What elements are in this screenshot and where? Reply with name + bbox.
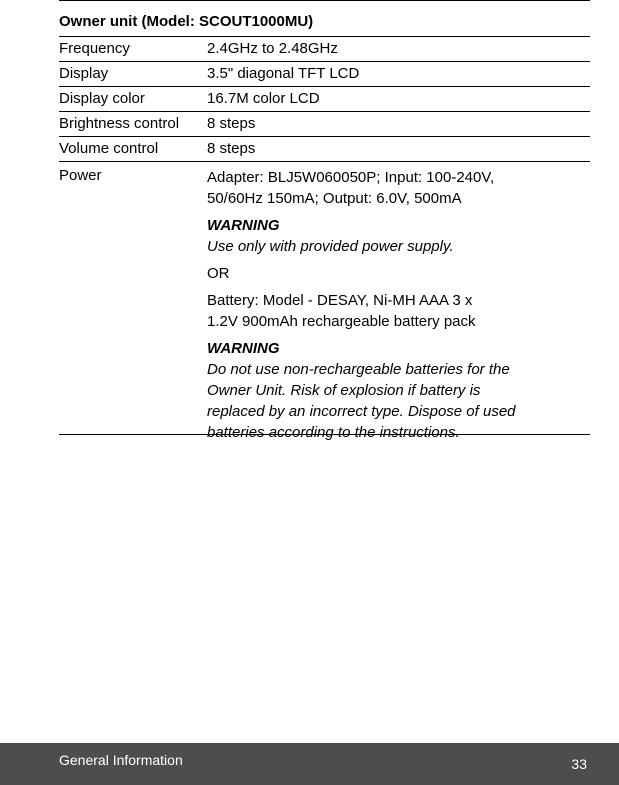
warning-title: WARNING <box>207 217 280 234</box>
warning-title: WARNING <box>207 340 280 357</box>
spec-value: 3.5" diagonal TFT LCD <box>207 65 360 82</box>
footer-section-title: General Information <box>59 752 183 768</box>
warning-text: replaced by an incorrect type. Dispose of used <box>207 403 516 420</box>
warning-text: batteries according to the instructions. <box>207 424 460 441</box>
spec-row-display <box>59 62 590 87</box>
spec-row-volume <box>59 137 590 162</box>
adapter-line: Adapter: BLJ5W060050P; Input: 100-240V, <box>207 169 495 186</box>
battery-line: 1.2V 900mAh rechargeable battery pack <box>207 313 476 330</box>
spec-label: Brightness control <box>59 115 180 132</box>
spec-label: Power <box>59 167 102 184</box>
spec-row-brightness <box>59 112 590 137</box>
spec-label: Frequency <box>59 40 130 57</box>
or-separator: OR <box>207 265 230 282</box>
spec-row-frequency <box>59 37 590 62</box>
spec-row-power <box>59 162 590 441</box>
spec-value: 8 steps <box>207 115 256 132</box>
spec-label: Display <box>59 65 109 82</box>
power-details <box>207 167 590 441</box>
warning-text: Owner Unit. Risk of explosion if battery is <box>207 382 481 399</box>
page-footer <box>0 743 619 785</box>
section-title: Owner unit (Model: SCOUT1000MU) <box>59 1 590 37</box>
warning-text: Use only with provided power supply. <box>207 238 454 255</box>
spec-label: Volume control <box>59 140 159 157</box>
warning-text: Do not use non-rechargeable batteries for the <box>207 361 510 378</box>
page-number: 33 <box>571 756 587 772</box>
spec-value: 16.7M color LCD <box>207 90 320 107</box>
battery-line: Battery: Model - DESAY, Ni-MH AAA 3 x <box>207 292 473 309</box>
adapter-line: 50/60Hz 150mA; Output: 6.0V, 500mA <box>207 190 462 207</box>
spec-table <box>59 0 590 441</box>
spec-value: 8 steps <box>207 140 256 157</box>
spec-label: Display color <box>59 90 145 107</box>
spec-row-display-color <box>59 87 590 112</box>
spec-value: 2.4GHz to 2.48GHz <box>207 40 338 57</box>
